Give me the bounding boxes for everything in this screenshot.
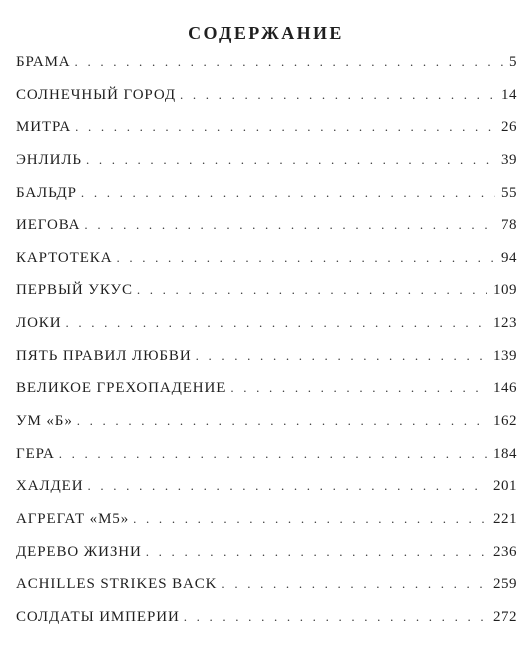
toc-entry-title: ACHILLES STRIKES BACK <box>16 576 218 593</box>
dot-leader <box>59 446 487 462</box>
toc-entry-title: ИЕГОВА <box>16 217 81 234</box>
dot-leader <box>137 282 487 298</box>
toc-entry-title: ПЯТЬ ПРАВИЛ ЛЮБВИ <box>16 347 192 364</box>
toc-entry-title: ГЕРА <box>16 445 55 462</box>
toc-entry[interactable] <box>16 250 517 283</box>
toc-entry[interactable] <box>16 609 517 642</box>
dot-leader <box>87 478 487 494</box>
dot-leader <box>116 250 495 266</box>
dot-leader <box>146 544 487 560</box>
dot-leader <box>180 87 495 103</box>
table-of-contents <box>16 54 517 642</box>
dot-leader <box>184 609 487 625</box>
toc-entry[interactable] <box>16 478 517 511</box>
page-title: СОДЕРЖАНИЕ <box>188 23 344 44</box>
dot-leader <box>75 54 503 70</box>
toc-entry-title: ХАЛДЕИ <box>16 478 84 495</box>
toc-entry-title: ЭНЛИЛЬ <box>16 151 82 168</box>
toc-entry[interactable] <box>16 282 517 315</box>
toc-entry[interactable] <box>16 380 517 413</box>
toc-entry-title: ПЕРВЫЙ УКУС <box>16 282 133 299</box>
toc-page-number: 109 <box>493 282 517 299</box>
toc-page-number: 94 <box>501 249 517 266</box>
toc-page-number: 236 <box>493 543 517 560</box>
toc-page-number: 55 <box>501 184 517 201</box>
toc-page-number: 14 <box>501 86 517 103</box>
dot-leader <box>77 413 487 429</box>
toc-page-number: 221 <box>493 510 517 527</box>
toc-entry-title: ВЕЛИКОЕ ГРЕХОПАДЕНИЕ <box>16 380 227 397</box>
toc-entry[interactable] <box>16 413 517 446</box>
toc-entry[interactable] <box>16 576 517 609</box>
toc-page-number: 184 <box>493 445 517 462</box>
toc-entry-title: ДЕРЕВО ЖИЗНИ <box>16 543 142 560</box>
dot-leader <box>81 185 495 201</box>
toc-page-number: 162 <box>493 413 517 430</box>
toc-entry-title: УМ «Б» <box>16 413 73 430</box>
toc-entry-title: БАЛЬДР <box>16 184 77 201</box>
toc-entry[interactable] <box>16 511 517 544</box>
dot-leader <box>84 217 495 233</box>
toc-entry[interactable] <box>16 119 517 152</box>
toc-entry[interactable] <box>16 54 517 87</box>
toc-entry[interactable] <box>16 185 517 218</box>
dot-leader <box>75 119 495 135</box>
dot-leader <box>196 348 487 364</box>
toc-entry-title: КАРТОТЕКА <box>16 249 113 266</box>
toc-page-number: 259 <box>493 576 517 593</box>
toc-entry-title: ЛОКИ <box>16 315 62 332</box>
toc-entry[interactable] <box>16 217 517 250</box>
dot-leader <box>133 511 487 527</box>
toc-entry[interactable] <box>16 87 517 120</box>
dot-leader <box>65 315 487 331</box>
toc-page-number: 139 <box>493 347 517 364</box>
toc-entry[interactable] <box>16 446 517 479</box>
toc-entry-title: АГРЕГАТ «М5» <box>16 510 130 527</box>
toc-page-number: 5 <box>509 54 517 70</box>
toc-page-number: 39 <box>501 151 517 168</box>
toc-page-number: 201 <box>493 478 517 495</box>
toc-entry-title: СОЛДАТЫ ИМПЕРИИ <box>16 608 180 625</box>
dot-leader <box>221 576 487 592</box>
toc-page-number: 78 <box>501 217 517 234</box>
toc-entry[interactable] <box>16 544 517 577</box>
toc-entry-title: СОЛНЕЧНЫЙ ГОРОД <box>16 86 176 103</box>
toc-entry[interactable] <box>16 152 517 185</box>
toc-page-number: 146 <box>493 380 517 397</box>
toc-entry-title: МИТРА <box>16 119 72 136</box>
toc-entry[interactable] <box>16 315 517 348</box>
toc-page-number: 272 <box>493 608 517 625</box>
toc-entry[interactable] <box>16 348 517 381</box>
toc-page-number: 26 <box>501 119 517 136</box>
dot-leader <box>86 152 495 168</box>
toc-page-number: 123 <box>493 315 517 332</box>
dot-leader <box>230 380 487 396</box>
toc-entry-title: БРАМА <box>16 54 71 70</box>
